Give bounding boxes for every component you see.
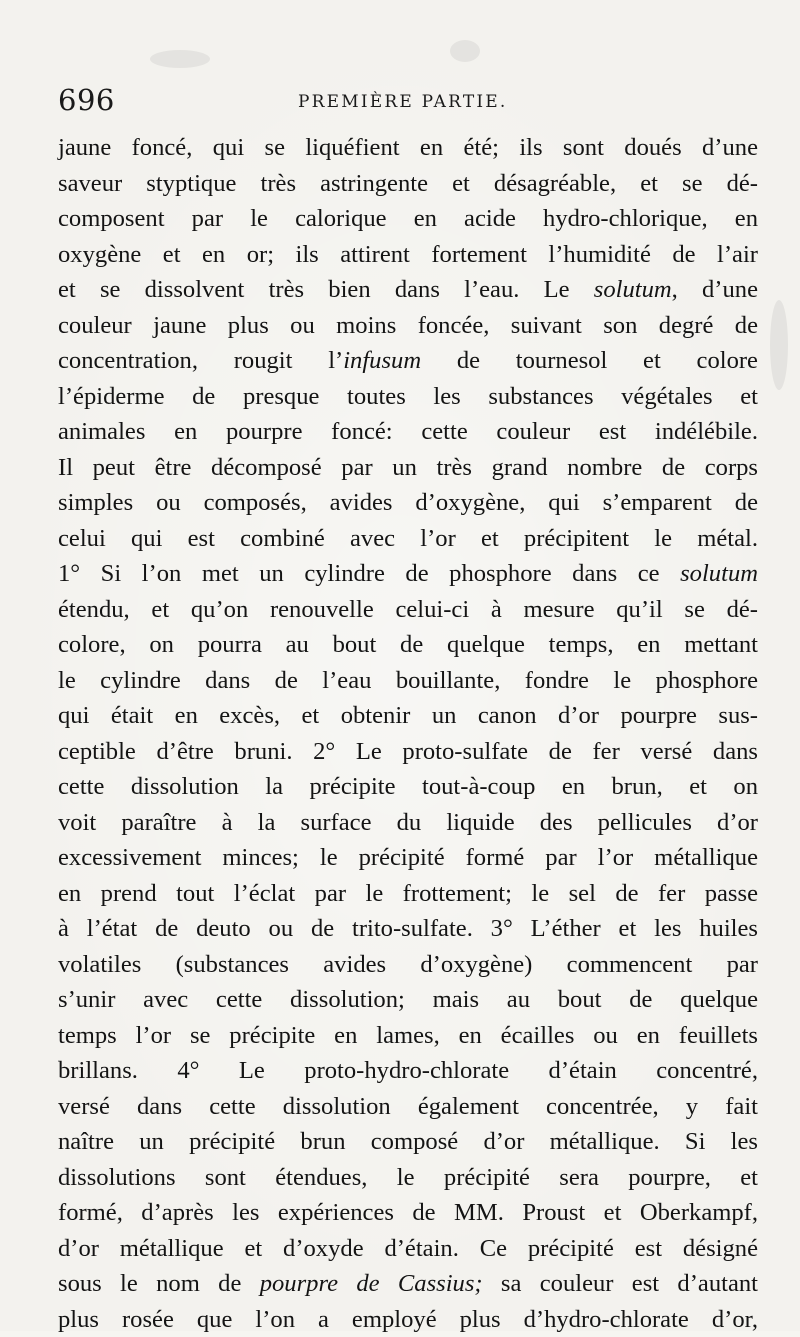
text-run: saveur styptique très astringente et désagréable, et se dé- bbox=[58, 170, 758, 197]
text-line bbox=[58, 414, 758, 450]
text-run: oxygène et en or; ils attirent fortement l’humidité de l’air bbox=[58, 241, 758, 268]
text-run: voit paraître à la surface du liquide des pellicules d’or bbox=[58, 809, 758, 836]
text-line bbox=[58, 130, 758, 166]
text-line bbox=[58, 805, 758, 841]
text-run: Il peut être décomposé par un très grand nombre de corps bbox=[58, 454, 758, 481]
text-run: temps l’or se précipite en lames, en écailles ou en feuillets bbox=[58, 1022, 758, 1049]
text-run: dissolutions sont étendues, le précipité sera pourpre, et bbox=[58, 1164, 758, 1191]
text-run: versé dans cette dissolution également concentrée, y fait bbox=[58, 1093, 758, 1120]
text-run: le cylindre dans de l’eau bouillante, fondre le phosphore bbox=[58, 667, 758, 694]
text-run: de tournesol et colore bbox=[421, 347, 758, 374]
paper-stain bbox=[450, 40, 480, 62]
text-line bbox=[58, 1231, 758, 1267]
text-run: naître un précipité brun composé d’or métallique. Si les bbox=[58, 1128, 758, 1155]
text-line bbox=[58, 1018, 758, 1054]
page-header bbox=[58, 80, 758, 124]
text-line bbox=[58, 1089, 758, 1125]
text-line bbox=[58, 379, 758, 415]
text-line bbox=[58, 1266, 758, 1302]
italic-term: pourpre de Cassius; bbox=[260, 1270, 483, 1297]
body-text bbox=[58, 130, 758, 1337]
text-line bbox=[58, 982, 758, 1018]
text-run: qui était en excès, et obtenir un canon d’or pourpre sus- bbox=[58, 702, 758, 729]
text-line bbox=[58, 485, 758, 521]
text-run: composent par le calorique en acide hydro-chlorique, en bbox=[58, 205, 758, 232]
text-line bbox=[58, 1302, 758, 1337]
text-line bbox=[58, 876, 758, 912]
text-run: sa couleur est d’autant bbox=[483, 1270, 758, 1297]
text-line bbox=[58, 911, 758, 947]
text-run: volatiles (substances avides d’oxygène) commencent par bbox=[58, 951, 758, 978]
italic-term: solutum bbox=[680, 560, 758, 587]
text-run: couleur jaune plus ou moins foncée, suivant son degré de bbox=[58, 312, 758, 339]
text-run: jaune foncé, qui se liquéfient en été; ils sont doués d’une bbox=[58, 134, 758, 161]
text-line bbox=[58, 734, 758, 770]
italic-term: solutum bbox=[594, 276, 672, 303]
text-line bbox=[58, 521, 758, 557]
text-run: d’or métallique et d’oxyde d’étain. Ce précipité est désigné bbox=[58, 1235, 758, 1262]
running-head: PREMIÈRE PARTIE. bbox=[298, 88, 508, 116]
paper-stain bbox=[150, 50, 210, 68]
text-line bbox=[58, 343, 758, 379]
text-line bbox=[58, 663, 758, 699]
text-line bbox=[58, 840, 758, 876]
text-run: excessivement minces; le précipité formé par l’or métallique bbox=[58, 844, 758, 871]
text-line bbox=[58, 201, 758, 237]
text-line bbox=[58, 769, 758, 805]
text-line bbox=[58, 450, 758, 486]
text-run: simples ou composés, avides d’oxygène, qui s’emparent de bbox=[58, 489, 758, 516]
text-run: 1° Si l’on met un cylindre de phosphore dans ce bbox=[58, 560, 680, 587]
text-run: cette dissolution la précipite tout-à-coup en brun, et on bbox=[58, 773, 758, 800]
text-run: étendu, et qu’on renouvelle celui-ci à mesure qu’il se dé- bbox=[58, 596, 758, 623]
text-run: celui qui est combiné avec l’or et précipitent le métal. bbox=[58, 525, 758, 552]
text-line bbox=[58, 1195, 758, 1231]
text-line bbox=[58, 698, 758, 734]
text-line bbox=[58, 166, 758, 202]
text-run: , d’une bbox=[672, 276, 758, 303]
text-line bbox=[58, 627, 758, 663]
text-line bbox=[58, 592, 758, 628]
text-line bbox=[58, 1124, 758, 1160]
text-line bbox=[58, 1053, 758, 1089]
text-run: et se dissolvent très bien dans l’eau. Le bbox=[58, 276, 594, 303]
text-run: à l’état de deuto ou de trito-sulfate. 3° L’éther et les huiles bbox=[58, 915, 758, 942]
text-run: l’épiderme de presque toutes les substances végétales et bbox=[58, 383, 758, 410]
text-line bbox=[58, 308, 758, 344]
text-line bbox=[58, 556, 758, 592]
paper-stain bbox=[770, 300, 788, 390]
text-run: ceptible d’être bruni. 2° Le proto-sulfate de fer versé dans bbox=[58, 738, 758, 765]
italic-term: infusum bbox=[343, 347, 421, 374]
text-run: formé, d’après les expériences de MM. Proust et Oberkampf, bbox=[58, 1199, 758, 1226]
text-run: concentration, rougit l’ bbox=[58, 347, 343, 374]
text-run: en prend tout l’éclat par le frottement; le sel de fer passe bbox=[58, 880, 758, 907]
text-line bbox=[58, 237, 758, 273]
text-line bbox=[58, 1160, 758, 1196]
text-run: brillans. 4° Le proto-hydro-chlorate d’étain concentré, bbox=[58, 1057, 758, 1084]
text-line bbox=[58, 947, 758, 983]
text-run: colore, on pourra au bout de quelque temps, en mettant bbox=[58, 631, 758, 658]
text-line bbox=[58, 272, 758, 308]
text-run: plus rosée que l’on a employé plus d’hydro-chlorate d’or, bbox=[58, 1306, 758, 1333]
text-run: sous le nom de bbox=[58, 1270, 260, 1297]
text-run: s’unir avec cette dissolution; mais au bout de quelque bbox=[58, 986, 758, 1013]
text-run: animales en pourpre foncé: cette couleur est indélébile. bbox=[58, 418, 758, 445]
page-number: 696 bbox=[58, 80, 115, 120]
